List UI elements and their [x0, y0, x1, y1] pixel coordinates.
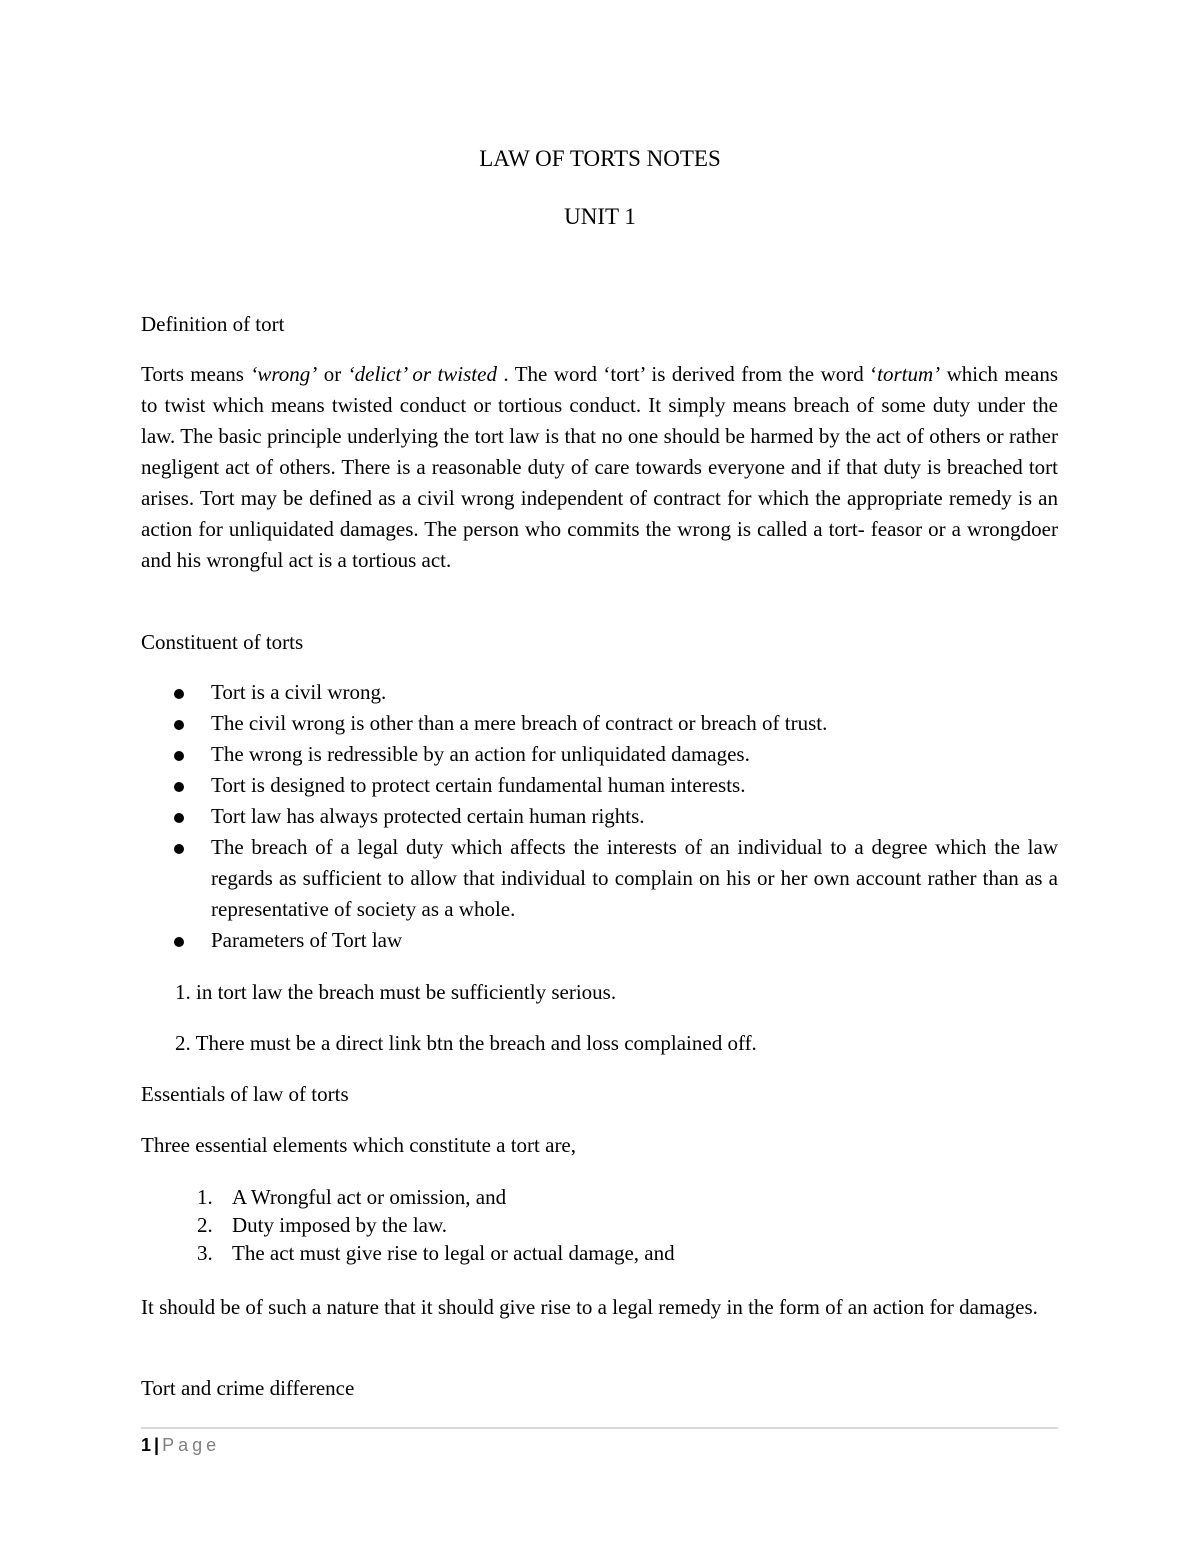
- essentials-item-number: 2.: [197, 1213, 213, 1237]
- bullet-item: [141, 708, 1058, 739]
- constituent-bullet-list: [141, 677, 1058, 956]
- bullet-icon: [174, 689, 184, 699]
- definition-text-1: Torts means: [141, 362, 251, 386]
- bullet-text: Tort is a civil wrong.: [211, 680, 387, 704]
- bullet-icon: [174, 844, 184, 854]
- bullet-icon: [174, 720, 184, 730]
- essentials-item-text: The act must give rise to legal or actual damage, and: [232, 1241, 675, 1265]
- essentials-list: [141, 1183, 1058, 1267]
- definition-heading: Definition of tort: [141, 312, 285, 336]
- definition-paragraph: [141, 359, 1058, 576]
- essentials-item-number: 3.: [197, 1241, 213, 1265]
- footer-separator: |: [154, 1435, 160, 1455]
- definition-text-4: which means to twist which means twisted conduct or tortious conduct. It simply means breach of some duty under the law. The basic principle underlying the tort law is that no one should be harmed by the act of others or rather negligent act of others. There is a reasonable duty of care towards everyone and if that duty is breached tort arises. Tort may be defined as a civil wrong independent of contract for which the appropriate remedy is an action for unliquidated damages. The person who commits the wrong is called a tort- feasor or a wrongdoer and his wrongful act is a tortious act.: [141, 362, 1058, 572]
- bullet-item: [141, 925, 1058, 956]
- essentials-item-text: A Wrongful act or omission, and: [232, 1185, 507, 1209]
- page-footer: [141, 1433, 220, 1457]
- bullet-text: Parameters of Tort law: [211, 928, 403, 952]
- definition-italic-3: tortum’: [877, 362, 941, 386]
- essentials-item-number: 1.: [197, 1185, 213, 1209]
- bullet-text: Tort is designed to protect certain fundamental human interests.: [211, 773, 746, 797]
- definition-text-3: . The word ‘tort’ is derived from the word ‘: [496, 362, 878, 386]
- definition-italic-1: ‘wrong’: [250, 362, 318, 386]
- tort-crime-heading: Tort and crime difference: [141, 1376, 355, 1400]
- parameter-item-2: 2. There must be a direct link btn the breach and loss complained off.: [175, 1031, 757, 1055]
- unit-heading: UNIT 1: [564, 204, 636, 229]
- essentials-conclusion: It should be of such a nature that it should give rise to a legal remedy in the form of an action for damages.: [141, 1295, 1038, 1319]
- bullet-text: The wrong is redressible by an action for unliquidated damages.: [211, 742, 750, 766]
- constituent-heading: Constituent of torts: [141, 630, 304, 654]
- bullet-item: [141, 770, 1058, 801]
- essentials-item: [141, 1183, 1058, 1211]
- bullet-icon: [174, 813, 184, 823]
- bullet-item: [141, 832, 1058, 925]
- bullet-text: The breach of a legal duty which affects the interests of an individual to a degree which the law regards as sufficient to allow that individual to complain on his or her own account rather than as a representative of society as a whole.: [211, 835, 1058, 921]
- essentials-item: [141, 1239, 1058, 1267]
- document-title: LAW OF TORTS NOTES: [479, 146, 721, 171]
- bullet-icon: [174, 782, 184, 792]
- bullet-text: Tort law has always protected certain human rights.: [211, 804, 645, 828]
- definition-italic-2: ‘delict’ or twisted: [347, 362, 497, 386]
- bullet-icon: [174, 751, 184, 761]
- page-number: 1: [141, 1435, 152, 1455]
- bullet-icon: [174, 937, 184, 947]
- essentials-item: [141, 1211, 1058, 1239]
- essentials-intro: Three essential elements which constitute a tort are,: [141, 1133, 577, 1157]
- parameter-item-1: 1. in tort law the breach must be sufficiently serious.: [175, 980, 617, 1004]
- bullet-text: The civil wrong is other than a mere breach of contract or breach of trust.: [211, 711, 828, 735]
- bullet-item: [141, 801, 1058, 832]
- definition-text-2: or: [317, 362, 348, 386]
- bullet-item: [141, 677, 1058, 708]
- bullet-item: [141, 739, 1058, 770]
- essentials-item-text: Duty imposed by the law.: [232, 1213, 448, 1237]
- footer-divider: [141, 1427, 1058, 1429]
- page-label: Page: [162, 1435, 221, 1455]
- essentials-heading: Essentials of law of torts: [141, 1082, 349, 1106]
